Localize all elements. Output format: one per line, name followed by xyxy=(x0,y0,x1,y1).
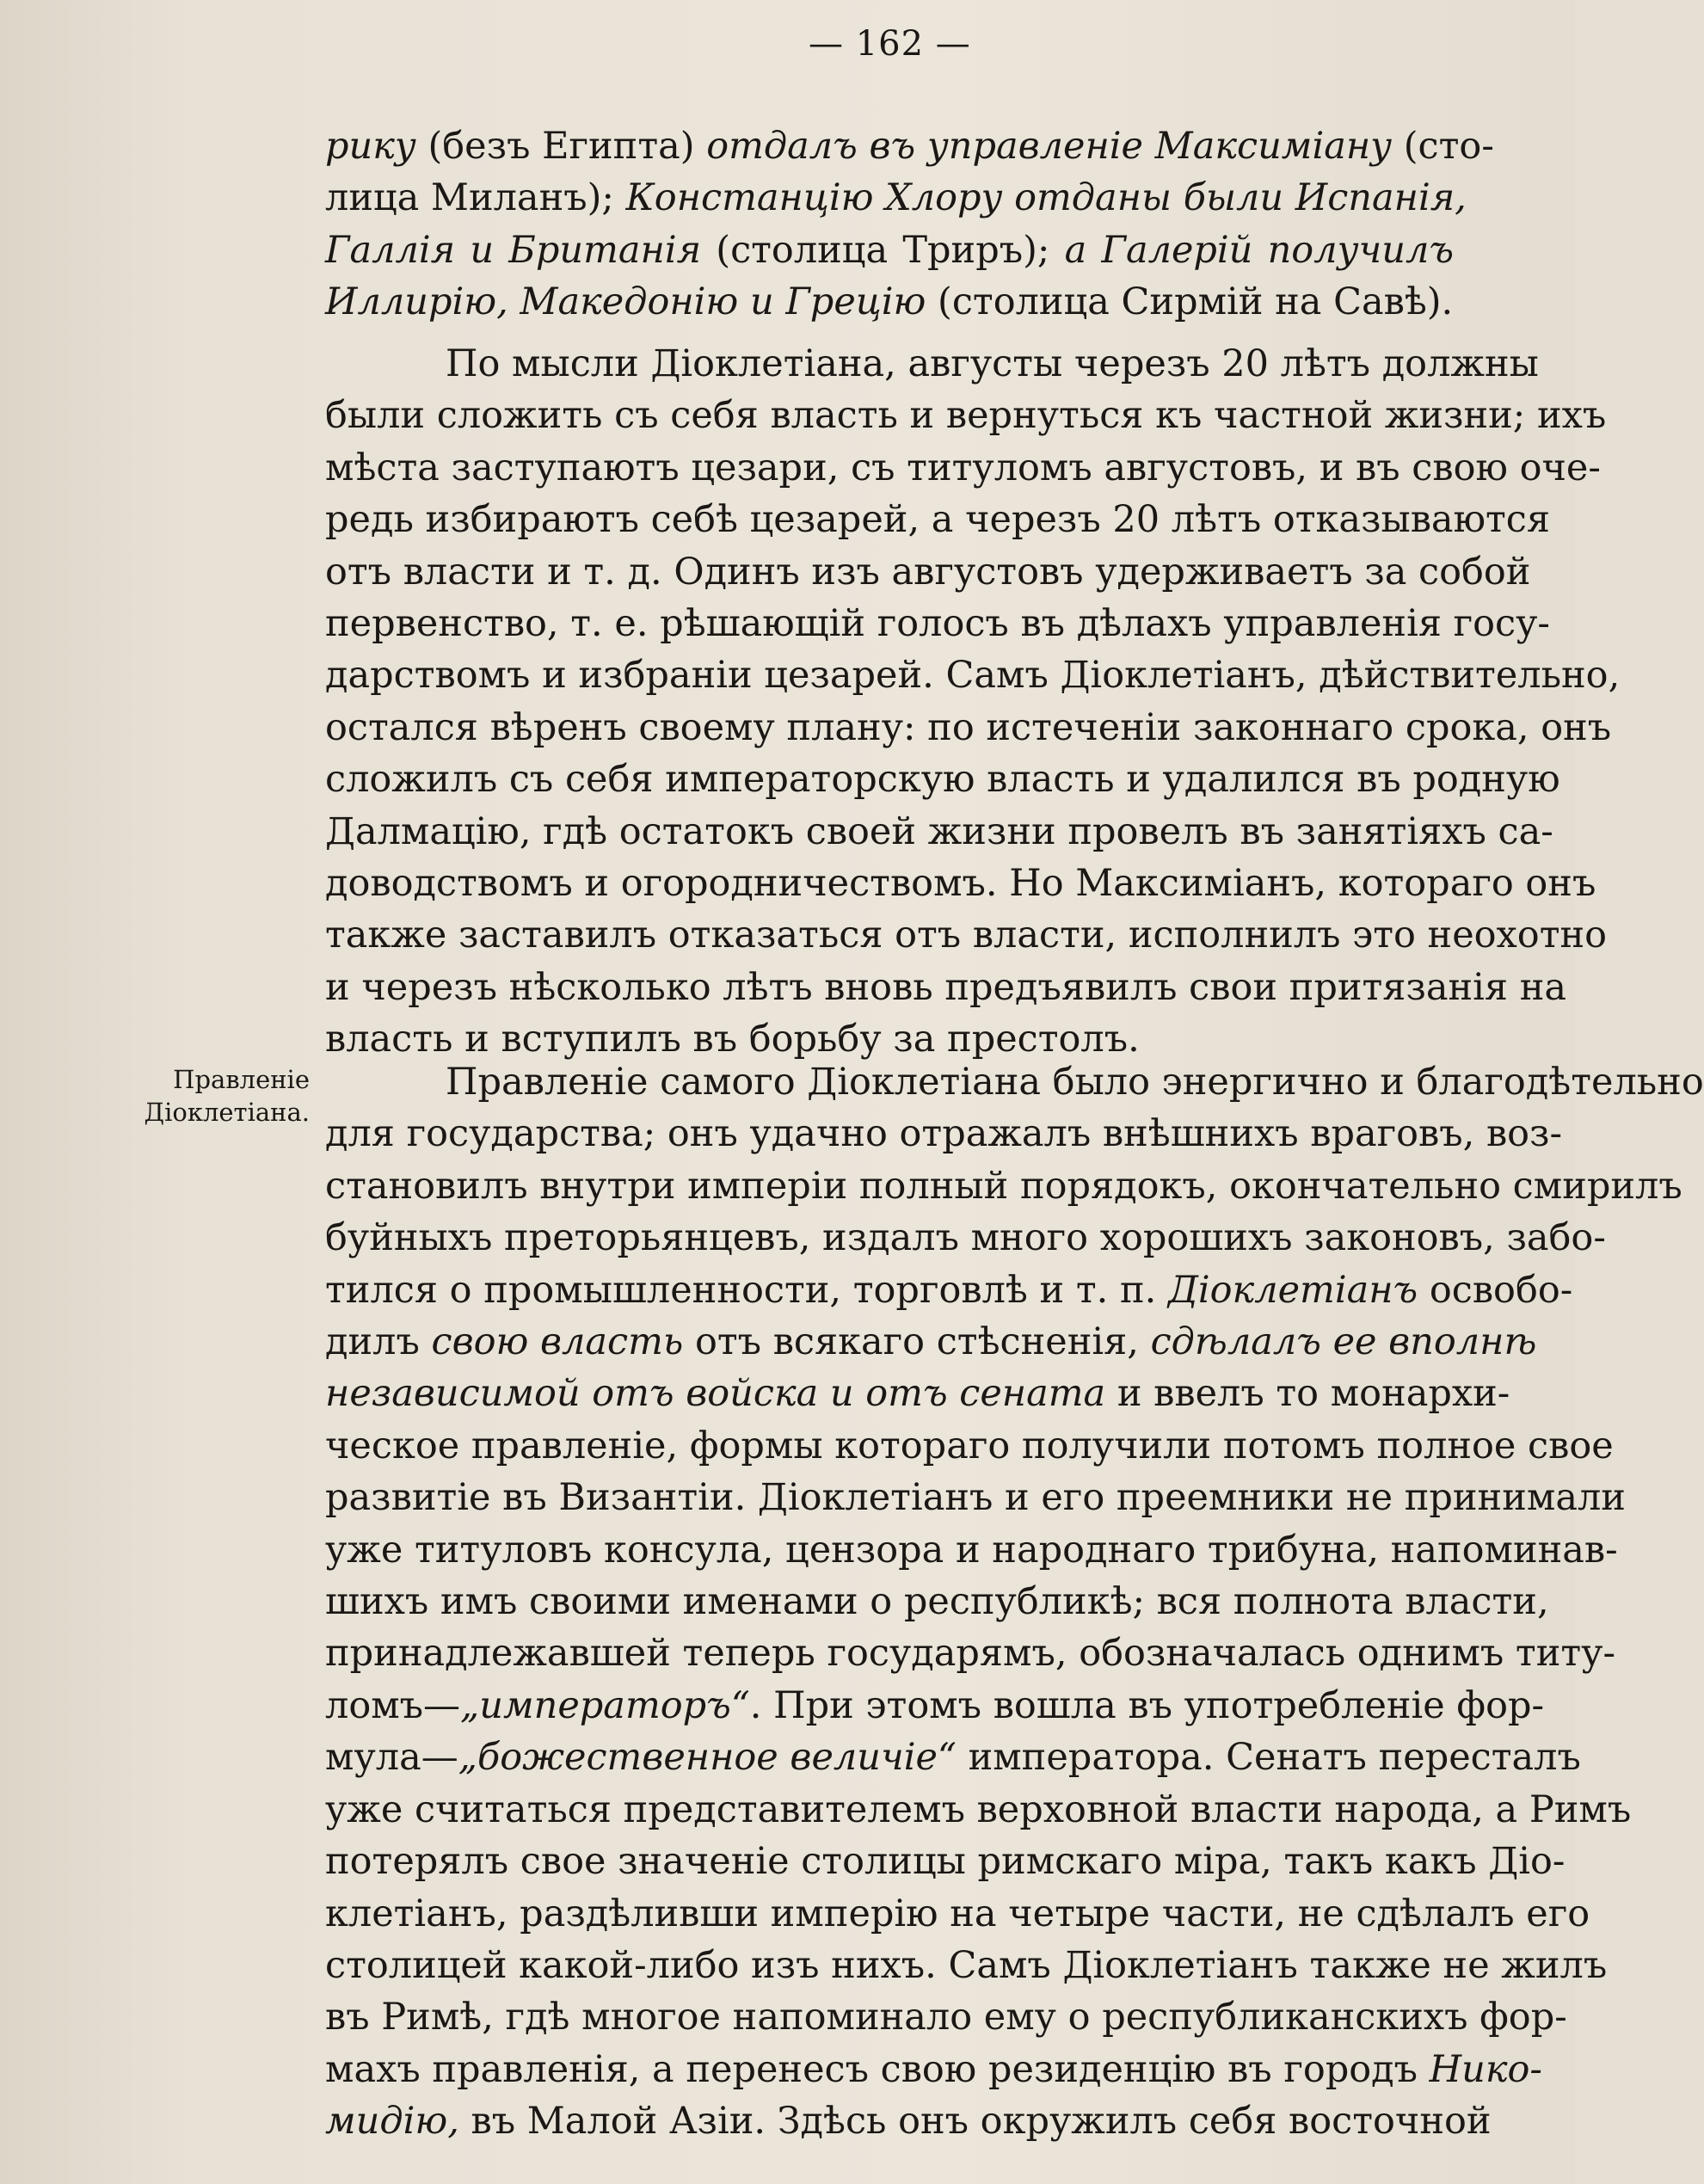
text-run: освобо- xyxy=(1418,1268,1573,1312)
text-line xyxy=(325,598,1550,649)
text-line xyxy=(325,338,1539,390)
italic-run: мидію, xyxy=(325,2100,459,2144)
text-line xyxy=(325,806,1553,858)
italic-run: сдѣлалъ ее вполнѣ xyxy=(1150,1320,1537,1364)
text-line xyxy=(325,1420,1614,1472)
text-line xyxy=(325,1576,1549,1627)
text-run: редь избираютъ себѣ цезарей, а черезъ 20 лѣтъ отказываются xyxy=(325,498,1550,542)
text-run: были сложить съ себя власть и вернуться къ частной жизни; ихъ xyxy=(325,394,1607,438)
text-run: шихъ имъ своими именами о республикѣ; вся полнота власти, xyxy=(325,1580,1549,1624)
text-line xyxy=(325,494,1550,545)
text-line xyxy=(325,962,1567,1013)
text-line xyxy=(325,1732,1581,1783)
text-run: Правленіе самого Діоклетіана было энергично и благодѣтельно xyxy=(446,1061,1704,1104)
text-run: доводствомъ и огородничествомъ. Но Максиміанъ, котораго онъ xyxy=(325,862,1596,906)
text-line xyxy=(325,1368,1510,1419)
text-line xyxy=(325,120,1494,172)
text-run: столицей какой-либо изъ нихъ. Самъ Діоклетіанъ также не жилъ xyxy=(325,1943,1608,1987)
italic-run: „божественное величіе“ xyxy=(458,1736,957,1780)
text-run: также заставилъ отказаться отъ власти, исполнилъ это неохотно xyxy=(325,914,1608,957)
margin-note-line: Правленіе xyxy=(173,1065,310,1094)
text-run: принадлежавшей теперь государямъ, обозначалась однимъ титу- xyxy=(325,1632,1616,1676)
text-line xyxy=(325,1316,1537,1368)
paragraph-3 xyxy=(325,1056,1704,2148)
text-run: ломъ— xyxy=(325,1683,461,1727)
text-run: сложилъ съ себя императорскую власть и удалился въ родную xyxy=(325,758,1560,802)
text-line xyxy=(325,1472,1626,1523)
text-run: лица Миланъ); xyxy=(325,176,626,220)
text-line xyxy=(325,1991,1567,2043)
text-line xyxy=(325,1680,1545,1732)
text-run: въ Малой Азіи. Здѣсь онъ окружилъ себя восточной xyxy=(458,2100,1492,2144)
text-line xyxy=(325,858,1596,909)
text-line xyxy=(325,1108,1563,1160)
text-line xyxy=(325,172,1467,224)
italic-run: отдалъ въ управленіе Максиміану xyxy=(706,125,1393,168)
text-line xyxy=(325,1627,1616,1679)
paragraph-1 xyxy=(325,120,1494,329)
text-run: отъ власти и т. д. Одинъ изъ августовъ удерживаетъ за собой xyxy=(325,550,1531,594)
italic-run: а Галерій получилъ xyxy=(1064,228,1455,272)
text-run: По мысли Діоклетіана, августы черезъ 20 лѣтъ должны xyxy=(446,342,1539,385)
text-line xyxy=(325,1836,1566,1887)
text-line xyxy=(325,390,1607,441)
text-run: уже считаться представителемъ верховной власти народа, а Римъ xyxy=(325,1787,1632,1831)
text-line xyxy=(325,1160,1682,1212)
italic-run: Иллирію, Македонію и Грецію xyxy=(325,280,926,324)
margin-note xyxy=(103,1063,310,1129)
text-line xyxy=(325,1784,1632,1836)
paragraph-2 xyxy=(325,338,1621,1066)
italic-run: независимой отъ войска и отъ сената xyxy=(325,1372,1106,1416)
italic-run: свою власть xyxy=(431,1320,684,1364)
text-run: клетіанъ, раздѣливши имперію на четыре части, не сдѣлалъ его xyxy=(325,1892,1590,1935)
italic-run: Діоклетіанъ xyxy=(1167,1268,1418,1312)
text-run: (столица Сирмій на Савѣ). xyxy=(926,280,1454,324)
text-line xyxy=(325,1264,1573,1316)
text-line xyxy=(325,1940,1608,1991)
text-run: и ввелъ то монархи- xyxy=(1105,1372,1510,1416)
text-line xyxy=(325,1212,1606,1264)
text-run: дарствомъ и избраніи цезарей. Самъ Діоклетіанъ, дѣйствительно, xyxy=(325,654,1621,698)
text-line xyxy=(325,754,1560,805)
text-line xyxy=(325,546,1531,598)
text-run: Далмацію, гдѣ остатокъ своей жизни провелъ въ занятіяхъ са- xyxy=(325,809,1553,853)
text-run: императора. Сенатъ пересталъ xyxy=(956,1736,1581,1780)
text-line xyxy=(325,1888,1590,1940)
text-run: мула— xyxy=(325,1736,458,1780)
text-line xyxy=(325,276,1454,328)
text-run: дилъ xyxy=(325,1320,432,1364)
text-run: для государства; онъ удачно отражалъ внѣшнихъ враговъ, воз- xyxy=(325,1112,1563,1156)
text-run: (столица Триръ); xyxy=(701,228,1065,272)
text-run: мѣста заступаютъ цезари, съ титуломъ августовъ, и въ свою оче- xyxy=(325,446,1601,489)
text-run: . При этомъ вошла въ употребленіе фор- xyxy=(749,1683,1545,1727)
text-run: остался вѣренъ своему плану: по истеченіи законнаго срока, онъ xyxy=(325,705,1612,749)
text-line xyxy=(325,442,1601,494)
text-run: махъ правленія, а перенесъ свою резиденцію въ городъ xyxy=(325,2047,1430,2091)
page-number: — 162 — xyxy=(809,24,971,64)
italic-run: Констанцію Хлору отданы были Испанія, xyxy=(625,176,1467,220)
text-line xyxy=(325,1056,1704,1108)
italic-run: „императоръ“ xyxy=(460,1683,750,1727)
text-run: буйныхъ преторьянцевъ, издалъ много хорошихъ законовъ, забо- xyxy=(325,1216,1606,1260)
text-run: и черезъ нѣсколько лѣтъ вновь предъявилъ свои притязанія на xyxy=(325,965,1567,1009)
margin-note-line: Діоклетіана. xyxy=(144,1098,310,1127)
text-line xyxy=(325,225,1454,276)
text-run: развитіе въ Византіи. Діоклетіанъ и его преемники не принимали xyxy=(325,1476,1626,1520)
text-run: (безъ Египта) xyxy=(415,125,707,168)
text-run: тился о промышленности, торговлѣ и т. п. xyxy=(325,1268,1168,1312)
text-run: ческое правленіе, формы котораго получили потомъ полное свое xyxy=(325,1424,1614,1467)
text-run: въ Римѣ, гдѣ многое напоминало ему о республиканскихъ фор- xyxy=(325,1996,1567,2039)
italic-run: Галлія и Британія xyxy=(325,228,702,272)
italic-run: рику xyxy=(325,125,416,168)
text-run: потерялъ свое значеніе столицы римскаго міра, такъ какъ Діо- xyxy=(325,1840,1566,1884)
text-run: уже титуловъ консула, цензора и народнаго трибуна, напоминав- xyxy=(325,1528,1618,1572)
text-line xyxy=(325,2044,1542,2095)
text-line xyxy=(325,649,1621,701)
text-run: (сто- xyxy=(1392,125,1494,168)
text-line xyxy=(325,1524,1618,1576)
text-run: отъ всякаго стѣсненія, xyxy=(683,1320,1151,1364)
text-run: власть и вступилъ въ борьбу за престолъ. xyxy=(325,1018,1140,1061)
text-run: становилъ внутри имперіи полный порядокъ, окончательно смирилъ xyxy=(325,1164,1682,1208)
text-run: первенство, т. е. рѣшающій голосъ въ дѣлахъ управленія госу- xyxy=(325,602,1550,646)
text-line xyxy=(325,2095,1492,2147)
text-line xyxy=(325,909,1608,961)
text-line xyxy=(325,702,1612,754)
italic-run: Нико- xyxy=(1429,2047,1542,2091)
